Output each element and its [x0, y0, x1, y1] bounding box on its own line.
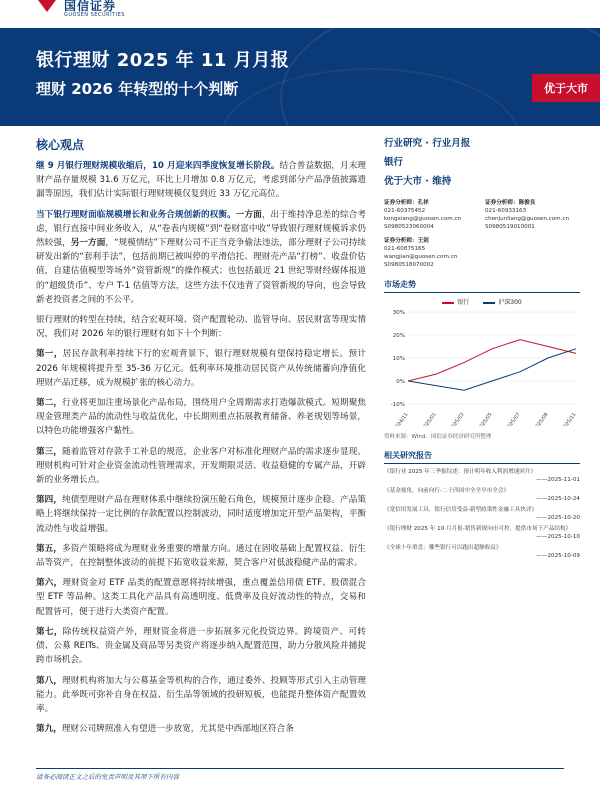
industry-category: 行业研究 · 行业月报 [384, 138, 471, 149]
related-report[interactable]: 《宽信用发展工具、银行信贷受益-新型政策性金融工具快评》 ——2025-10-20 [384, 507, 580, 521]
analyst-phone: 021-60875165 [384, 246, 426, 252]
analyst-email[interactable]: kongxiang@guosen.com.cn [384, 216, 462, 222]
paragraph-1: 继 9 月银行理财规模收缩后，10 月迎来四季度恢复增长阶段。结合普益数据，月末理财产品存量规模 31.6 万亿元，环比上月增加 0.8 万亿元，考虑到部分产品净值披露遗漏等原因，我们估计实际银行理财规模仅复到近 33 万亿元高位。 [36, 161, 366, 200]
y-tick-label: 0% [396, 379, 405, 385]
rating-line: 优于大市 · 维持 [384, 176, 452, 187]
legend-item: 沪深300 [483, 297, 521, 306]
report-subtitle: 理财 2026 年转型的十个判断 [36, 80, 239, 98]
x-tick-label: 2025/07 [504, 411, 522, 426]
x-tick-label: 2025/09 [532, 411, 550, 426]
y-tick-label: 20% [392, 333, 405, 339]
judgement-item: 第六，理财资金对 ETF 品类的配置意愿将持续增强，重点覆盖信用债 ETF、股债混合型 ETF 等品种。这类工具化产品具有高透明度、低费率及良好流动性的特点，交易和配置皆可，便于进行大类资产配置。 [36, 578, 366, 617]
chart-source: 资料来源：Wind、国信证券经济研究所整理 [384, 434, 492, 440]
sector: 银行 [384, 157, 404, 168]
paragraph-2: 当下银行理财面临规模增长和业务合规创新的权衡。一方面，出于维持净息差的综合考虑，银行直接中间业务收入，从“卷表内规模”到“卷财富中收”导致银行理财规模诉求仍然较强，另一方面，“规模情结”下理财公司不正当竞争偷法违法，部分理财子公司持续研发出新的“套利手法”，包括前期已被叫停的平滑信托、理财壳产品“打榜”、收盘价估值，自建估值模型等场外“资管新规”的操作模式；也包括最近 21 世纪等财经媒体报道的“超级货币”、专户 T-1 估值等方法，这些方法不仅违背了资管新规的导向，也会导致新老投资者之间的不公平。 [36, 209, 366, 305]
judgement-item: 第九，理财公司牌照准入有望进一步放宽，尤其是中西部地区符合条 [36, 724, 294, 735]
logo-mark-icon [36, 0, 58, 14]
paragraph-3: 银行理财的转型在持续，结合宏观环境、资产配置轮动、监管导向、居民财富等现实情况，我们对 2026 年的银行理财有如下十个判断： [36, 315, 366, 340]
judgement-item: 第七，除传统权益资产外，理财资金将进一步拓展多元化投资边界。跨境资产、可转债、公募 REITs、贵金属及商品等另类资产将逐步纳入配置范围，助力分散风险并捕捉跨市场机会。 [36, 626, 366, 666]
related-report[interactable]: 《全球十年重盘：哪些银行可以跑出超额收益》 ——2025-10-09 [384, 545, 580, 559]
related-report[interactable]: 《基金视角，向前向行-二十四国中全全早市全会》 ——2025-10-24 [384, 488, 580, 502]
section-title: 核心观点 [36, 138, 85, 152]
main-content [36, 136, 366, 742]
y-tick-label: 10% [392, 356, 405, 362]
judgement-item: 第四，纯债型理财产品在理财体系中继续扮演压舱石角色，规模预计逐步企稳。产品策略上将继续保持一定比例的存款配置以控制波动，同时适度增加定开型产品架构，平衡流动性与收益增强。 [36, 495, 366, 534]
x-tick-label: 2025/11 [560, 411, 578, 426]
title-banner [0, 28, 600, 126]
report-title: 银行理财 2025 年 11 月月报 [36, 50, 290, 71]
related-report[interactable]: 《银行理财 2025 年 10 月月报-销售新规向市可控，提供市场下产品结构》 ——2025-10-10 [384, 526, 580, 540]
report-list [384, 468, 580, 560]
legend-item: 银行 [442, 297, 469, 306]
judgement-item: 第八，理财机构将加大与公募基金等机构的合作，通过委外、投顾等形式引入主动管理能力。此举既可弥补自身在权益、衍生品等领域的投研短板，也能提升整体资产配置效率。 [36, 675, 366, 714]
analyst-email[interactable]: wangjian@guosen.com.cn [384, 254, 458, 260]
x-tick-label: 2025/03 [448, 411, 466, 426]
related-title: 相关研究报告 [384, 450, 580, 464]
rating-badge: 优于大市 [532, 74, 600, 102]
chart-svg [384, 308, 580, 426]
logo-cn: 国信证券 [64, 0, 117, 13]
logo [36, 0, 125, 22]
judgement-list [36, 347, 366, 736]
y-tick-label: -10% [390, 402, 405, 408]
judgement-item: 第一，居民存款利率持续下行的宏观背景下，银行理财规模有望保持稳定增长。预计 2026 年规模将提升至 35-36 万亿元。低利率环境推动居民资产从传统储蓄向净值化理财产品迁移，成为规模扩张的核心动力。 [36, 349, 366, 388]
market-title: 市场走势 [384, 279, 580, 293]
x-tick-label: 2025/05 [476, 411, 494, 426]
analyst-name: 证券分析师：孔祥 [384, 200, 429, 206]
analyst-phone: 021-60933163 [485, 208, 527, 214]
x-tick-label: 2024/11 [392, 411, 410, 426]
related-report[interactable]: 《银行业 2025 年三季报综述：预计明年收入利润增速回升》 ——2025-11-01 [384, 469, 580, 483]
analyst-email[interactable]: chenjunliang@guosen.com.cn [485, 216, 570, 222]
analyst-card [384, 237, 479, 269]
series-line-1 [408, 349, 576, 390]
judgement-item: 第五，多资产策略将成为理财业务重要的增量方向。通过在固收基础上配置权益、衍生品等资产，在控制整体波动的前提下拓宽收益来源，契合客户对低波稳健产品的需求。 [36, 543, 366, 569]
analyst-card [485, 199, 580, 231]
analyst-list [384, 199, 580, 269]
analyst-phone: 021-60375452 [384, 208, 426, 214]
analyst-cert: S0980518070002 [384, 262, 434, 268]
analyst-name: 证券分析师：王剑 [384, 238, 429, 244]
judgement-item: 第三，随着监管对存款手工补息的规范，企业客户对标准化理财产品的需求逐步显现。理财机构可针对企业资金流动性管理需求，开发期限灵活、收益稳健的专属产品，开辟新的业务增长点。 [36, 446, 366, 486]
series-line-0 [408, 340, 576, 381]
logo-en: GUOSEN SECURITIES [64, 12, 125, 18]
sidebar [384, 136, 580, 563]
analyst-cert: S0980519010001 [485, 224, 535, 230]
x-tick-label: 2025/01 [420, 411, 438, 426]
y-tick-label: 30% [392, 310, 405, 316]
market-chart [384, 297, 580, 430]
analyst-cert: S0980523060004 [384, 224, 434, 230]
analyst-card [384, 199, 479, 231]
analyst-name: 证券分析师：陈俊良 [485, 200, 536, 206]
footer-disclaimer: 请务必阅读正文之后的免责声明及其项下所有内容 [36, 768, 564, 781]
judgement-item: 第二，行业将更加注重场景化产品布局，围绕用户全周期需求打造爆款模式。短期聚焦现金管理类产品的流动性与收益优化，中长期则重点拓展教育储备、养老规划等场景，以特色功能增强客户黏性。 [36, 398, 366, 437]
